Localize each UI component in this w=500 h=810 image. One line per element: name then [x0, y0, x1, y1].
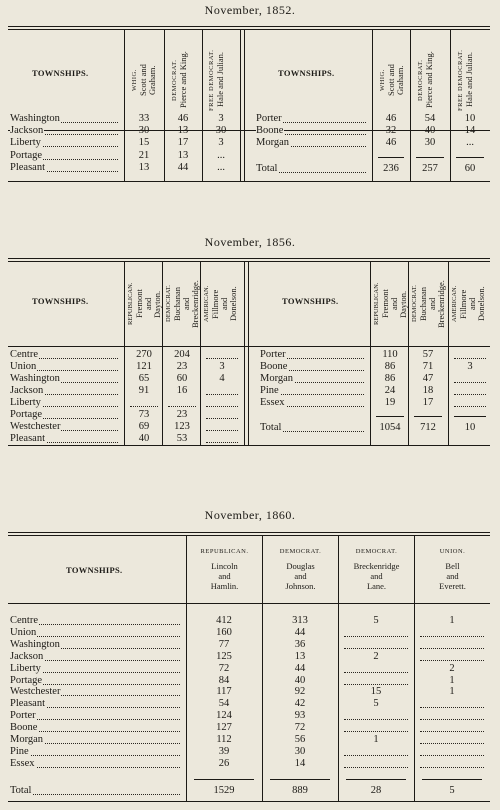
vote-cell: 21: [138, 149, 150, 161]
col-republican-header: REPUBLICAN. Fremont and Dayton.: [373, 282, 408, 326]
empty-cell-leader: [420, 719, 484, 720]
township-row-label: Morgan: [10, 734, 182, 746]
township-row-label: Jackson: [10, 651, 182, 663]
township-row-label: Boone: [260, 361, 366, 373]
vote-cell: ...: [466, 137, 474, 149]
total-row-label: Total: [10, 785, 182, 797]
vote-cell: 13: [294, 650, 306, 662]
vote-cell: 13: [138, 161, 150, 173]
township-row-label: Washington: [10, 113, 120, 125]
township-row-label: Morgan: [260, 373, 366, 385]
vote-cell: 110: [382, 349, 398, 360]
township-row-label: Pine: [260, 385, 366, 397]
vote-cell: 72: [294, 722, 306, 734]
vote-cell: 3: [218, 113, 224, 124]
vote-cell: 117: [216, 686, 232, 698]
vote-cell: 86: [384, 373, 396, 384]
township-row-label: Centre: [10, 615, 182, 627]
vote-cell: 53: [176, 433, 188, 444]
vote-cell: 112: [216, 734, 232, 745]
townships-header: TOWNSHIPS.: [66, 565, 123, 575]
total-cell: 257: [422, 163, 438, 174]
vote-cell: 33: [138, 113, 150, 124]
sum-rule: [456, 157, 484, 158]
vote-cell: 26: [218, 757, 230, 769]
total-cell: 10: [464, 422, 476, 433]
vote-cell: 5: [373, 615, 379, 626]
vote-cell: 84: [218, 674, 230, 686]
township-row-label: Union: [10, 361, 120, 373]
vote-cell: 204: [174, 349, 190, 360]
col-democrat-douglas-header: DEMOCRAT. Douglas and Johnson.: [279, 548, 322, 591]
empty-cell-leader: [206, 406, 238, 407]
vote-cell: 30: [215, 125, 227, 137]
townships-header: TOWNSHIPS.: [32, 296, 89, 306]
township-row-label: Jackson: [10, 385, 120, 397]
empty-cell-leader: [344, 719, 408, 720]
vote-cell: 46: [385, 113, 397, 124]
vote-cell: 72: [218, 662, 230, 674]
empty-cell-leader: [206, 394, 238, 395]
vote-cell: 10: [464, 113, 476, 124]
col-democrat-header: DEMOCRAT. Pierce and King.: [171, 51, 188, 109]
empty-cell-leader: [420, 743, 484, 744]
vote-cell: 40: [424, 125, 436, 137]
empty-cell-leader: [420, 636, 484, 637]
vote-cell: 47: [422, 373, 434, 384]
township-row-label: Jackson: [10, 125, 120, 137]
empty-cell-leader: [454, 394, 486, 395]
total-row-label: Total: [260, 422, 366, 434]
vote-cell: 40: [294, 674, 306, 686]
col-american-header: AMERICAN. Fillmore and Donelson.: [451, 285, 486, 323]
township-row-label: Morgan: [256, 137, 368, 149]
vote-cell: 73: [138, 409, 150, 420]
township-row-label: Washington: [10, 373, 120, 385]
vote-cell: 1: [449, 674, 455, 686]
col-republican-header: REPUBLICAN. Fremont and Dayton.: [127, 282, 162, 326]
empty-cell-leader: [344, 636, 408, 637]
vote-cell: 160: [216, 626, 232, 638]
vote-cell: 17: [177, 137, 189, 149]
township-row-label: Essex: [10, 758, 182, 770]
vote-cell: 40: [138, 433, 150, 444]
total-cell: 1529: [213, 785, 235, 796]
township-row-label: Liberty: [10, 397, 120, 409]
vote-cell: 15: [370, 686, 382, 698]
sum-rule: [454, 416, 486, 417]
vote-cell: 86: [384, 361, 396, 372]
vote-cell: 1: [373, 734, 379, 745]
township-row-label: Pleasant: [10, 698, 182, 710]
vote-cell: 71: [422, 361, 434, 372]
vote-cell: 18: [422, 385, 434, 396]
township-row-label: Essex: [260, 397, 366, 409]
township-row-label: Pleasant: [10, 162, 120, 174]
township-row-label: Pine: [10, 746, 182, 758]
vote-cell: 65: [138, 373, 150, 384]
col-democrat-header: DEMOCRAT. Buchanan and Breckenridge.: [165, 280, 200, 328]
township-row-label: Centre: [10, 349, 120, 361]
township-row-label: Union: [10, 627, 182, 639]
vote-cell: 123: [174, 421, 190, 432]
empty-cell-leader: [344, 648, 408, 649]
sum-rule: [346, 779, 406, 780]
empty-cell-leader: [454, 382, 486, 383]
vote-cell: 46: [177, 113, 189, 124]
empty-cell-leader: [206, 442, 238, 443]
total-cell: 712: [420, 422, 436, 433]
townships-header: TOWNSHIPS.: [282, 296, 339, 306]
township-row-label: Liberty: [10, 137, 120, 149]
empty-cell-leader: [344, 755, 408, 756]
empty-cell-leader: [420, 648, 484, 649]
vote-cell: 91: [138, 385, 150, 396]
vote-cell: 77: [218, 638, 230, 650]
empty-cell-leader: [344, 767, 408, 768]
vote-cell: 92: [294, 686, 306, 698]
total-cell: 5: [449, 785, 455, 796]
title-1852: November, 1852.: [204, 3, 296, 17]
township-row-label: Porter: [260, 349, 366, 361]
vote-cell: 30: [138, 125, 150, 137]
vote-cell: ...: [217, 161, 225, 173]
empty-cell-leader: [454, 358, 486, 359]
vote-cell: 93: [294, 710, 306, 722]
table-1856: [8, 258, 490, 446]
vote-cell: 2: [449, 662, 455, 674]
vote-cell: 2: [373, 650, 379, 662]
vote-cell: 32: [385, 125, 397, 137]
sum-rule: [416, 157, 444, 158]
vote-cell: 3: [219, 361, 225, 372]
vote-cell: 412: [216, 615, 232, 626]
vote-cell: 121: [136, 361, 152, 372]
empty-cell-leader: [344, 731, 408, 732]
title-1856: November, 1856.: [204, 235, 296, 249]
sum-rule: [378, 157, 404, 158]
total-cell: 60: [464, 163, 476, 174]
vote-cell: 44: [294, 626, 306, 638]
vote-cell: 13: [177, 125, 189, 137]
township-row-label: Washington: [10, 639, 182, 651]
empty-cell-leader: [168, 406, 196, 407]
empty-cell-leader: [206, 358, 238, 359]
vote-cell: 3: [467, 361, 473, 372]
empty-cell-leader: [344, 672, 408, 673]
total-row-label: Total: [256, 163, 368, 175]
empty-cell-leader: [420, 731, 484, 732]
total-cell: 1054: [379, 422, 401, 433]
sum-rule: [414, 416, 442, 417]
empty-cell-leader: [206, 430, 238, 431]
township-row-label: Westchester: [10, 686, 182, 698]
sum-rule: [270, 779, 330, 780]
township-row-label: Porter: [256, 113, 368, 125]
township-row-label: Westchester: [10, 421, 120, 433]
vote-cell: 23: [176, 361, 188, 372]
empty-cell-leader: [344, 684, 408, 685]
vote-cell: 57: [422, 349, 434, 360]
vote-cell: 19: [384, 397, 396, 408]
vote-cell: 56: [294, 734, 306, 745]
vote-cell: 270: [136, 349, 152, 360]
total-cell: 28: [370, 785, 382, 796]
township-row-label: Portage: [10, 150, 120, 162]
township-row-label: Portage: [10, 409, 120, 421]
township-row-label: Portage: [10, 675, 182, 687]
table-1860: [8, 532, 490, 802]
empty-cell-leader: [420, 660, 484, 661]
vote-cell: 13: [177, 149, 189, 161]
empty-cell-leader: [420, 767, 484, 768]
townships-header: TOWNSHIPS.: [32, 68, 89, 78]
empty-cell-leader: [206, 418, 238, 419]
vote-cell: 1: [449, 686, 455, 698]
title-1860: November, 1860.: [204, 508, 296, 522]
total-cell: 889: [292, 785, 308, 796]
vote-cell: 30: [424, 137, 436, 149]
col-democrat-breckenridge-header: DEMOCRAT. Breckenridge and Lane.: [353, 548, 400, 591]
col-democrat-header: DEMOCRAT. Buchanan and Breckenridge.: [411, 280, 446, 328]
col-union-header: UNION. Bell and Everett.: [439, 548, 466, 591]
col-whig-header: WHIG. Scott and Graham.: [379, 64, 405, 96]
vote-cell: 30: [294, 745, 306, 757]
vote-cell: 36: [294, 638, 306, 650]
vote-cell: 17: [422, 397, 434, 408]
sum-rule: [194, 779, 254, 780]
empty-cell-leader: [130, 406, 158, 407]
townships-header: TOWNSHIPS.: [278, 68, 335, 78]
col-democrat-header: DEMOCRAT. Pierce and King.: [417, 51, 434, 109]
township-row-label: Pleasant: [10, 433, 120, 445]
table-1852: [8, 26, 490, 182]
township-row-label: Boone: [256, 125, 368, 137]
vote-cell: 60: [176, 373, 188, 384]
township-row-label: Liberty: [10, 663, 182, 675]
vote-cell: 4: [219, 373, 225, 384]
vote-cell: 69: [138, 421, 150, 432]
col-whig-header: WHIG. Scott and Graham.: [131, 64, 157, 96]
vote-cell: 125: [216, 650, 232, 662]
vote-cell: 16: [176, 385, 188, 396]
vote-cell: 313: [292, 615, 308, 626]
vote-cell: 15: [138, 137, 150, 149]
vote-cell: 46: [385, 137, 397, 149]
col-free-democrat-header: FREE DEMOCRAT. Hale and Julian.: [208, 49, 225, 111]
vote-cell: ...: [217, 149, 225, 161]
vote-cell: 5: [373, 698, 379, 710]
col-republican-header: REPUBLICAN. Lincoln and Hamlin.: [200, 548, 249, 591]
vote-cell: 54: [424, 113, 436, 124]
vote-cell: 124: [216, 710, 232, 722]
vote-cell: 14: [464, 125, 476, 137]
vote-cell: 24: [384, 385, 396, 396]
vote-cell: 1: [449, 615, 455, 626]
vote-cell: 23: [176, 409, 188, 420]
township-row-label: Boone: [10, 722, 182, 734]
vote-cell: 3: [218, 137, 224, 149]
total-cell: 236: [383, 163, 399, 174]
sum-rule: [422, 779, 482, 780]
vote-cell: 44: [294, 662, 306, 674]
col-american-header: AMERICAN. Fillmore and Donelson.: [203, 285, 238, 323]
empty-cell-leader: [420, 707, 484, 708]
empty-cell-leader: [420, 755, 484, 756]
vote-cell: 39: [218, 745, 230, 757]
vote-cell: 127: [216, 722, 232, 734]
col-free-democrat-header: FREE DEMOCRAT. Hale and Julian.: [457, 49, 474, 111]
empty-cell-leader: [454, 406, 486, 407]
township-row-label: Porter: [10, 710, 182, 722]
sum-rule: [376, 416, 404, 417]
vote-cell: 54: [218, 698, 230, 710]
vote-cell: 44: [177, 161, 189, 173]
vote-cell: 42: [294, 698, 306, 710]
vote-cell: 14: [294, 757, 306, 769]
